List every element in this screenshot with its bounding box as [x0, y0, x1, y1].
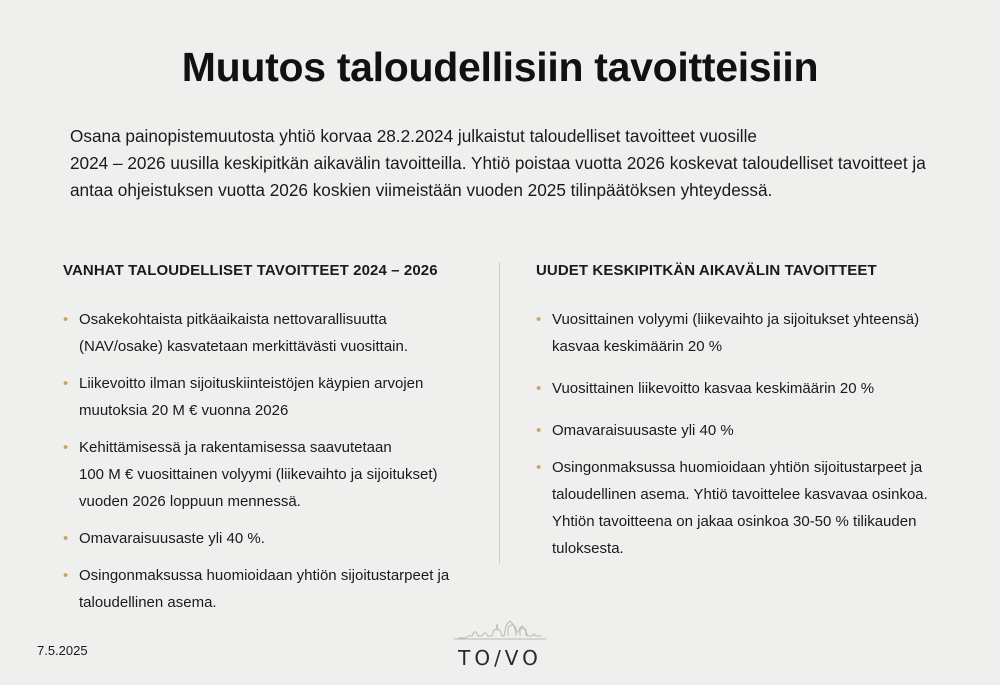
- bullet-icon: •: [536, 459, 542, 476]
- old-targets-column: [63, 262, 483, 616]
- intro-line: 2024 – 2026 uusilla keskipitkän aikavälin tavoitteilla. Yhtiö poistaa vuotta 2026 koskevat taloudelliset tavoitteet ja: [70, 153, 926, 173]
- intro-paragraph: [70, 123, 970, 204]
- list-item: [536, 375, 956, 402]
- list-item-line: tuloksesta.: [552, 540, 624, 557]
- list-item-line: kasvaa keskimäärin 20 %: [552, 338, 723, 355]
- list-item-line: taloudellinen asema.: [79, 594, 217, 611]
- skyline-logo-icon: [450, 612, 550, 646]
- list-item-line: muutoksia 20 M € vuonna 2026: [79, 402, 289, 419]
- bullet-icon: •: [536, 422, 542, 439]
- list-item-line: (NAV/osake) kasvatetaan merkittävästi vuosittain.: [79, 338, 409, 355]
- list-item: [63, 562, 483, 616]
- new-targets-heading: UUDET KESKIPITKÄN AIKAVÄLIN TAVOITTEET: [536, 262, 877, 279]
- intro-line: Osana painopistemuutosta yhtiö korvaa 28.2.2024 julkaistut taloudelliset tavoitteet vuosille: [70, 126, 757, 146]
- footer-date: 7.5.2025: [37, 643, 88, 658]
- old-targets-heading: VANHAT TALOUDELLISET TAVOITTEET 2024 – 2026: [63, 262, 438, 279]
- list-item: [536, 417, 956, 444]
- company-logo: [450, 612, 550, 672]
- list-item-line: Osakekohtaista pitkäaikaista nettovarallisuutta: [79, 311, 387, 328]
- list-item-line: Vuosittainen liikevoitto kasvaa keskimäärin 20 %: [552, 380, 875, 397]
- bullet-icon: •: [63, 439, 69, 456]
- list-item: [536, 454, 956, 562]
- list-item-line: vuoden 2026 loppuun mennessä.: [79, 493, 301, 510]
- bullet-icon: •: [63, 375, 69, 392]
- list-item-line: Yhtiön tavoitteena on jakaa osinkoa 30-50 % tilikauden: [552, 513, 917, 530]
- list-item-line: Vuosittainen volyymi (liikevaihto ja sijoitukset yhteensä): [552, 311, 920, 328]
- list-item-line: Osingonmaksussa huomioidaan yhtiön sijoitustarpeet ja: [79, 567, 450, 584]
- list-item: [536, 306, 956, 360]
- old-targets-list: [63, 306, 483, 616]
- column-divider: [499, 262, 500, 564]
- logo-wordmark: TO/VO: [458, 646, 542, 670]
- list-item: [63, 525, 483, 552]
- list-item-line: Osingonmaksussa huomioidaan yhtiön sijoitustarpeet ja: [552, 459, 923, 476]
- list-item-line: Omavaraisuusaste yli 40 %.: [79, 530, 265, 547]
- list-item-line: Liikevoitto ilman sijoituskiinteistöjen käypien arvojen: [79, 375, 424, 392]
- page-title: Muutos taloudellisiin tavoitteisiin: [181, 44, 819, 90]
- intro-line: antaa ohjeistuksen vuotta 2026 koskien viimeistään vuoden 2025 tilinpäätöksen yhteydessä.: [70, 180, 773, 200]
- list-item-line: Kehittämisessä ja rakentamisessa saavutetaan: [79, 439, 392, 456]
- bullet-icon: •: [63, 530, 69, 547]
- list-item-line: taloudellinen asema. Yhtiö tavoittelee kasvavaa osinkoa.: [552, 486, 928, 503]
- new-targets-column: [536, 262, 956, 562]
- list-item: [63, 434, 483, 515]
- bullet-icon: •: [63, 311, 69, 328]
- bullet-icon: •: [63, 567, 69, 584]
- bullet-icon: •: [536, 380, 542, 397]
- new-targets-list: [536, 306, 956, 562]
- list-item-line: 100 M € vuosittainen volyymi (liikevaihto ja sijoitukset): [79, 466, 438, 483]
- list-item: [63, 306, 483, 360]
- list-item-line: Omavaraisuusaste yli 40 %: [552, 422, 734, 439]
- list-item: [63, 370, 483, 424]
- bullet-icon: •: [536, 311, 542, 328]
